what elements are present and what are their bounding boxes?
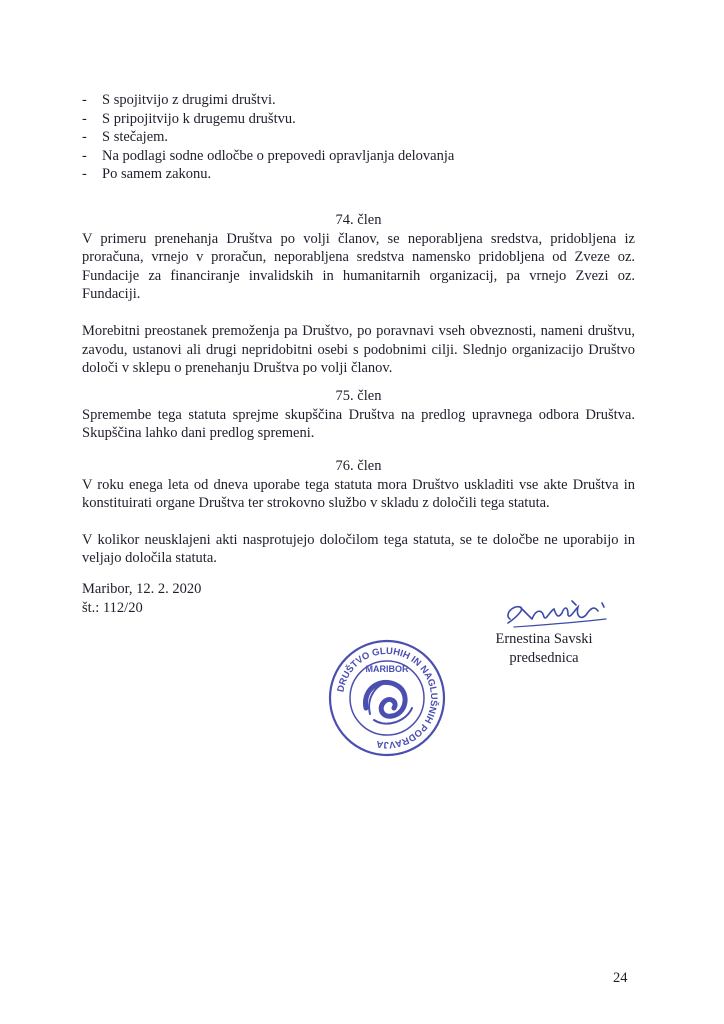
list-item	[82, 147, 642, 166]
signer-name: Ernestina Savski	[495, 631, 593, 647]
page-number: 24	[613, 970, 628, 986]
list-item	[82, 91, 642, 110]
place-date: Maribor, 12. 2. 2020	[82, 581, 202, 597]
article-paragraph: V primeru prenehanja Društva po volji članov, se neporabljena sredstva, pridobljena iz proračuna, vrnejo v proračun, neporabljena sredstva namensko pridobljena od Zveze oz. Fundacije za financiranje invalidskih in humanitarnih organizacij, pa vrnejo Zvezi oz. Fundaciji.	[82, 230, 635, 303]
article-paragraph: Spremembe tega statuta sprejme skupščina Društva na predlog upravnega odbora Društva. Skupščina lahko dani predlog spremeni.	[82, 406, 635, 442]
organization-stamp	[326, 638, 448, 758]
bullet-dash: -	[82, 147, 87, 164]
list-item-text: S stečajem.	[102, 129, 169, 146]
article-75	[82, 387, 635, 443]
article-heading: 74. člen	[335, 212, 382, 228]
list-item-text: S spojitvijo z drugimi društvi.	[102, 92, 276, 108]
signer-title: predsednica	[509, 649, 579, 666]
article-heading: 76. člen	[335, 458, 382, 474]
bullet-dash: -	[82, 166, 87, 183]
article-76	[82, 457, 635, 568]
document-number: št.: 112/20	[82, 599, 143, 616]
list-item-text: Na podlagi sodne odločbe o prepovedi opravljanja delovanja	[102, 147, 455, 164]
article-74	[82, 211, 635, 378]
svg-text:MARIBOR: MARIBOR	[365, 664, 409, 674]
signer-block	[489, 630, 599, 667]
list-item-text: Po samem zakonu.	[102, 166, 212, 183]
article-paragraph: V roku enega leta od dneva uporabe tega statuta mora Društvo uskladiti vse akte Društva in konstituirati organe Društva ter strokovno službo v skladu z določili tega statuta.	[82, 476, 635, 512]
list-item-text: S pripojitvijo k drugemu društvu.	[102, 110, 296, 127]
article-paragraph: Morebitni preostanek premoženja pa Društvo, po poravnavi vseh obveznosti, nameni društvu, zavodu, ustanovi ali drugi nepridobitni osebi s podobnimi cilji. Slednjo organizacijo Društvo določi v sklepu o prenehanju Društva po volji članov.	[82, 322, 635, 377]
bullet-dash: -	[82, 92, 87, 108]
article-heading: 75. člen	[335, 388, 382, 404]
handwritten-signature	[502, 597, 612, 631]
bullet-dash: -	[82, 129, 87, 146]
list-item	[82, 165, 642, 184]
svg-text:DRUŠTVO GLUHIH IN NAGLUŠNIH PO: DRUŠTVO GLUHIH IN NAGLUŠNIH PODRAVJA	[335, 645, 440, 751]
dissolution-list	[82, 91, 642, 184]
place-date-block	[82, 580, 201, 617]
bullet-dash: -	[82, 110, 87, 127]
list-item	[82, 128, 642, 147]
list-item	[82, 110, 642, 129]
article-paragraph: V kolikor neusklajeni akti nasprotujejo določilom tega statuta, se te določbe ne uporabijo in veljajo določila statuta.	[82, 531, 635, 567]
